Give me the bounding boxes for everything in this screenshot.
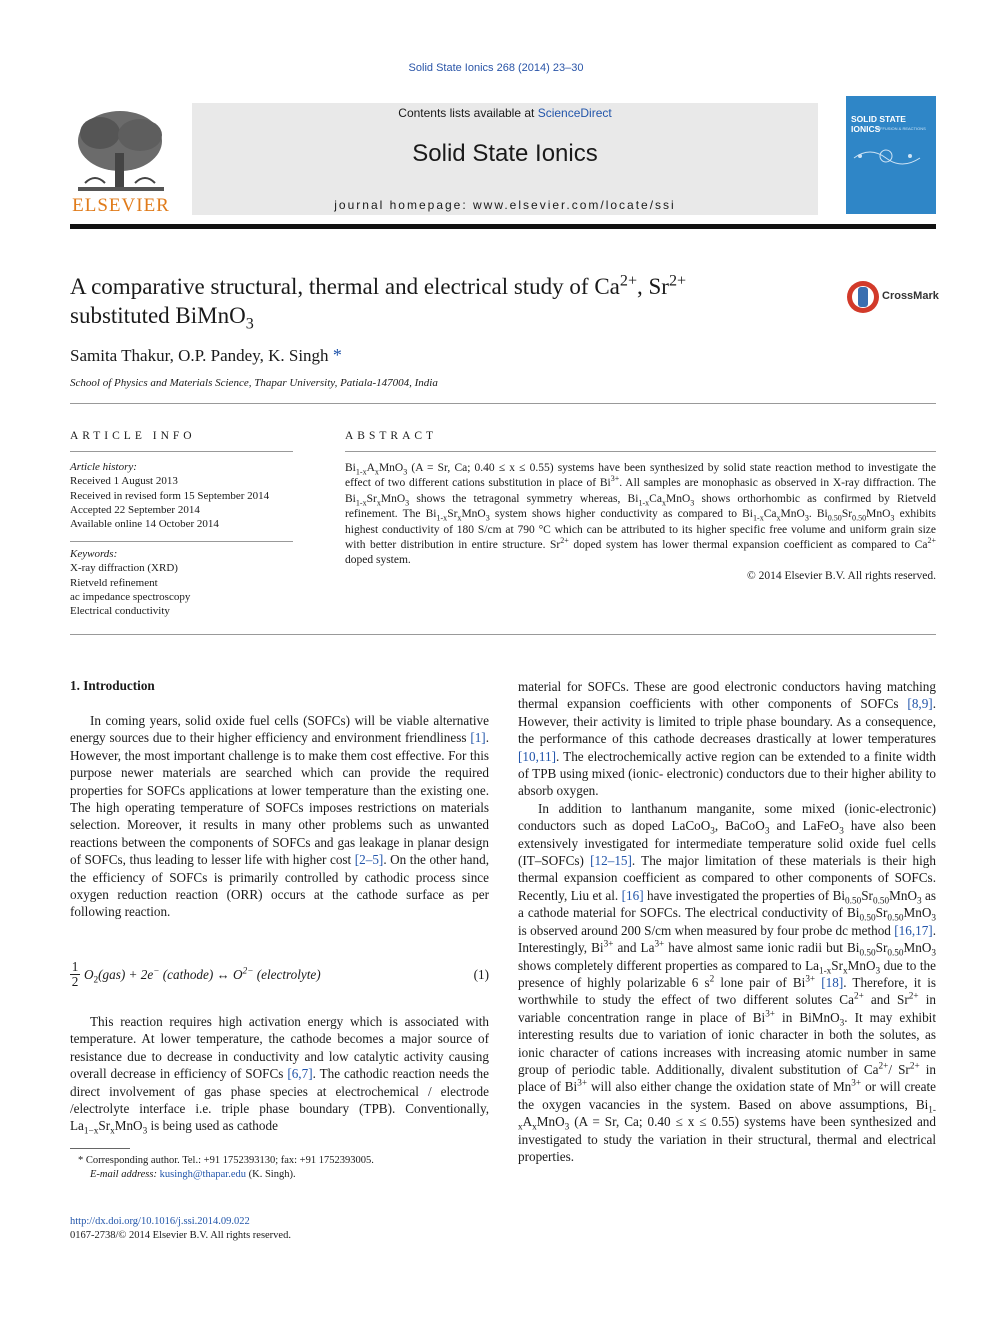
- history-item: Received in revised form 15 September 2014: [70, 489, 270, 502]
- intro-paragraph-2: This reaction requires high activation energy which is associated with temperature. At lower temperature, the cathode becomes a major source of resistance due to decrease in conductivity and low catalytic activity causing overall decrease in efficiency of SOFCs [6,7]. The cathodic reaction needs the direct involvement of gas phase species at electrochemical / electrode /electrolyte interface i.e. triple phase boundary (TPB). Conventionally, $La_{1-x}Sr_xMnO_3$ is being used as cathode: [70, 1014, 489, 1137]
- article-info-rule: [70, 451, 293, 452]
- divider-bottom: [70, 634, 936, 635]
- history-item: Received 1 August 2013: [70, 475, 178, 488]
- title-sup-2: 2+: [668, 272, 687, 290]
- abstract-body: $Bi_{1-x}A_xMnO_3$ (A = Sr, Ca; 0.40 ≤ x ≤ 0.55) systems have been synthesized by solid state reaction method to investigate the effect of two different cations substitution in place of $Bi^{3+}$. All samples are monophasic as observed in X-ray diffraction. The $Bi_{1-x}Sr_xMnO_3$ shows the tetragonal symmetry whereas, $Bi_{1-x}Ca_xMnO_3$ shows orthorhombic as confirmed by Rietveld refinement. The $Bi_{1-x}Sr_xMnO_3$ system shows higher conductivity as compared to $Bi_{1-x}Ca_xMnO_3$. $Bi_{0.50}Sr_{0.50}MnO_3$ exhibits highest conductivity of 180 S/cm at 790 °C which can be attributed to its higher specific free volume and uniform grain size with better distribution in entire structure. $Sr^{2+}$ doped system has lower thermal expansion coefficient as compared to $Ca^{2+}$ doped system. © 2014 Elsevier B.V. All rights reserved.: [345, 461, 936, 584]
- title-sub-3: 3: [245, 315, 254, 333]
- divider-top: [70, 403, 936, 404]
- cover-subtitle: DIFFUSION & REACTIONS: [876, 126, 926, 131]
- email-label: E-mail address:: [90, 1169, 157, 1180]
- issn-line: 0167-2738/© 2014 Elsevier B.V. All rights reserved.: [70, 1230, 291, 1241]
- authors-text: Samita Thakur, O.P. Pandey, K. Singh: [70, 346, 329, 365]
- title-sup-1: 2+: [619, 272, 638, 290]
- footnote-rule: [70, 1148, 130, 1149]
- equation-number: (1): [473, 967, 489, 982]
- history-label: Article history:: [70, 461, 137, 473]
- keywords: [70, 547, 300, 618]
- header-rule: [70, 224, 936, 229]
- equation: [70, 960, 489, 994]
- intro-paragraph-1: In coming years, solid oxide fuel cells (SOFCs) will be viable alternative energy sources due to their higher efficiency and environment friendliness [1]. However, the most important challenge is to make them cost effective. For this purpose newer materials are searched which can provide the required properties for SOFCs applications at lower temperature than the existing one. The high operating temperature of SOFCs imposes restrictions on materials selection. Moreover, it results in many other problems such as unwanted reactions between the components of SOFCs and gas leakage in planar design of SOFCs, thus leading to lesser life with higher cost [2–5]. On the other hand, the efficiency of SOFCs is primarily controlled by cathodic process since oxygen reduction reaction (ORR) occurs at the cathode surface as per following reaction.: [70, 713, 490, 920]
- corresponding-text: Corresponding author. Tel.: +91 1752393130; fax: +91 1752393005.: [85, 1155, 374, 1166]
- elsevier-wordmark: ELSEVIER: [72, 195, 170, 216]
- section-heading: 1. Introduction: [70, 678, 155, 693]
- corresponding-author-mark[interactable]: *: [332, 345, 342, 365]
- footnote-mark: *: [78, 1155, 86, 1166]
- keywords-rule: [70, 541, 293, 542]
- keyword-item: Rietveld refinement: [70, 576, 158, 589]
- history-item: Accepted 22 September 2014: [70, 503, 200, 516]
- email-link[interactable]: kusingh@thapar.edu: [159, 1169, 246, 1180]
- history-item: Available online 14 October 2014: [70, 518, 219, 531]
- journal-name: Solid State Ionics: [412, 140, 598, 167]
- abstract-heading: ABSTRACT: [345, 430, 438, 442]
- crossmark-icon: [846, 280, 880, 314]
- crossmark-label: CrossMark: [882, 290, 939, 302]
- keyword-item: ac impedance spectroscopy: [70, 590, 191, 603]
- title-text-1: A comparative structural, thermal and electrical study of Ca: [70, 274, 620, 299]
- email-suffix: (K. Singh).: [248, 1169, 296, 1180]
- contents-line: [192, 106, 818, 120]
- article-info-heading: ARTICLE INFO: [70, 430, 196, 442]
- keyword-item: Electrical conductivity: [70, 605, 170, 618]
- intro-paragraph-3: material for SOFCs. These are good electronic conductors having matching thermal expansion coefficients with other components of SOFCs [8,9]. However, their activity is limited to triple phase boundary. As a consequence, the performance of this cathode decreases drastically at lower temperatures [10,11]. The electrochemically active region can be extended to a finite width of TPB using mixed (ionic- electronic) conductors due to their higher ability to absorb oxygen. In addition to lanthanum manganite, some mixed (ionic-electronic) conductors such as doped LaCoO$_3$, BaCoO$_3$ and LaFeO$_3$ have also been extensively investigated for intermediate temperature solid oxide fuel cells (IT–SOFCs) [12–15]. The major limitation of these materials is their high thermal expansion coefficient as compared to other components of SOFCs. Recently, Liu et al. [16] have investigated the properties of $Bi_{0.50}Sr_{0.50}MnO_3$ as a cathode material for SOFCs. The electrical conductivity of $Bi_{0.50}Sr_{0.50}MnO_3$ is observed around 200 S/cm when measured by four probe dc method [16,17]. Interestingly, $Bi^{3+}$ and $La^{3+}$ have almost same ionic radii but $Bi_{0.50}Sr_{0.50}MnO_3$ shows completely different properties as compared to $La_{1-x}Sr_xMnO_3$ due to the presence of highly polarizable 6 $s^2$ lone pair of $Bi^{3+}$ [18]. Therefore, it is worthwhile to study the effect of two different solutes $Ca^{2+}$ and $Sr^{2+}$ in variable concentration range in place of $Bi^{3+}$ in BiMnO$_3$. It may exhibit interesting results due to variation of ionic character in both the solutes, as ionic character of cations increases with increasing atomic number in same group of periodic table. Additionally, divalent substitution of $Ca^{2+}/$ $Sr^{2+}$ in place of $Bi^{3+}$ will also either change the oxidation state of $Mn^{3+}$ or will create the oxygen vacancies in the system. Based on above assumptions, $Bi_{1-x}A_xMnO_3$ (A = Sr, Ca; 0.40 ≤ x ≤ 0.55) systems have been synthesized and investigated to study the variation in their structural, thermal and electrical properties.: [518, 679, 937, 1164]
- journal-citation[interactable]: Solid State Ionics 268 (2014) 23–30: [408, 62, 584, 74]
- footnote-email: [90, 1168, 500, 1182]
- elsevier-logo: [70, 103, 172, 215]
- author-list: [70, 345, 342, 366]
- journal-cover[interactable]: [846, 96, 936, 214]
- title-text-2: , Sr: [637, 274, 669, 299]
- doi-link[interactable]: http://dx.doi.org/10.1016/j.ssi.2014.09.022: [70, 1216, 250, 1227]
- equation-fraction: 1 2: [71, 959, 79, 989]
- abstract-rule: [345, 451, 936, 452]
- cover-graphic-icon: [850, 144, 932, 168]
- keyword-item: X-ray diffraction (XRD): [70, 562, 178, 575]
- article-history: [70, 460, 300, 531]
- sciencedirect-link[interactable]: ScienceDirect: [537, 106, 612, 120]
- journal-homepage[interactable]: journal homepage: www.elsevier.com/locate/ssi: [334, 198, 676, 212]
- equation-body: $O_2(gas) + 2e^-$ (cathode) ↔ $O^{2-}$ (electrolyte): [84, 965, 321, 985]
- footnote-corresponding: [78, 1154, 498, 1168]
- keywords-label: Keywords:: [70, 548, 118, 560]
- abstract-copyright: © 2014 Elsevier B.V. All rights reserved.: [747, 569, 936, 582]
- cover-title: SOLID STATE IONICS: [851, 114, 906, 134]
- contents-label: Contents lists available at: [398, 106, 538, 120]
- article-title: [70, 272, 830, 333]
- affiliation: School of Physics and Materials Science, Thapar University, Patiala-147004, India: [70, 377, 438, 389]
- title-text-3: substituted BiMnO: [70, 303, 246, 328]
